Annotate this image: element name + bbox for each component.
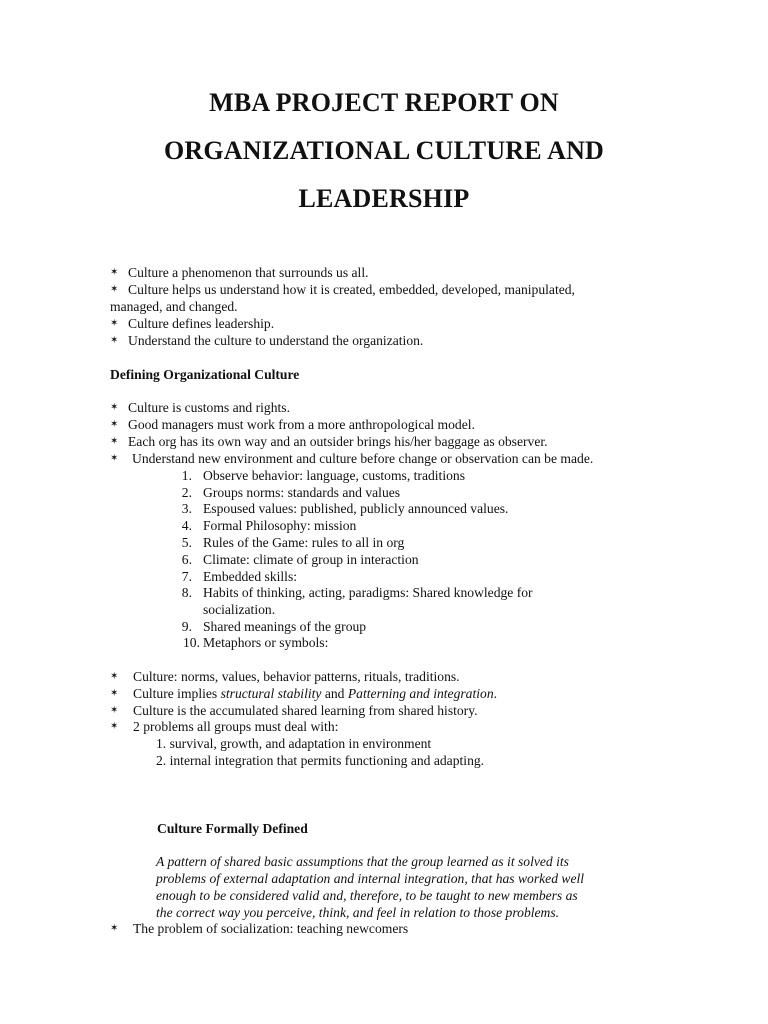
- list-number: 7.: [181, 569, 192, 584]
- title-line-2: ORGANIZATIONAL CULTURE AND: [163, 136, 605, 165]
- s3-bullet-1: The problem of socialization: teaching newcomers: [133, 921, 409, 936]
- list-number: 5.: [181, 535, 192, 550]
- list-number: 3.: [181, 501, 192, 516]
- section-heading-formal: Culture Formally Defined: [157, 821, 308, 836]
- list-item: Formal Philosophy: mission: [203, 518, 357, 533]
- s2-bullet-1: Culture: norms, values, behavior patterns, rituals, traditions.: [133, 669, 460, 684]
- italic-term: Patterning and integration: [347, 686, 494, 701]
- s1-bullet-1: Culture is customs and rights.: [128, 400, 290, 415]
- bullet-icon: [110, 920, 118, 937]
- list-item: Embedded skills:: [203, 569, 298, 584]
- text-run: .: [493, 686, 498, 701]
- list-number: 9.: [181, 619, 192, 634]
- bullet-icon: [110, 433, 118, 450]
- list-number: 1.: [181, 468, 192, 483]
- list-number: 4.: [181, 518, 192, 533]
- list-item-cont: socialization.: [203, 602, 276, 617]
- list-item: Climate: climate of group in interaction: [203, 552, 419, 567]
- intro-bullet-1: Culture a phenomenon that surrounds us all.: [128, 265, 369, 280]
- bullet-icon: [110, 718, 118, 735]
- list-item: Espoused values: published, publicly announced values.: [203, 501, 509, 516]
- list-number: 10.: [183, 635, 200, 650]
- bullet-icon: [110, 668, 118, 685]
- definition-quote-line: enough to be considered valid and, therefore, to be taught to new members as: [156, 888, 578, 903]
- s2-sub-2: 2. internal integration that permits functioning and adapting.: [156, 753, 485, 768]
- text-run: and: [321, 686, 348, 701]
- bullet-icon: [110, 264, 118, 281]
- title-line-3: LEADERSHIP: [298, 184, 470, 213]
- s2-bullet-3: Culture is the accumulated shared learning from shared history.: [133, 703, 478, 718]
- intro-bullet-2-cont: managed, and changed.: [110, 299, 238, 314]
- list-item: Groups norms: standards and values: [203, 485, 401, 500]
- s2-bullet-2: [133, 685, 497, 702]
- list-item: Metaphors or symbols:: [203, 635, 329, 650]
- italic-term: structural stability: [220, 686, 322, 701]
- title-line-1: MBA PROJECT REPORT ON: [209, 88, 559, 117]
- text-run: Culture implies: [133, 686, 221, 701]
- list-item: Habits of thinking, acting, paradigms: Shared knowledge for: [203, 585, 533, 600]
- definition-quote-line: A pattern of shared basic assumptions that the group learned as it solved its: [156, 854, 569, 869]
- s2-sub-1: 1. survival, growth, and adaptation in environment: [156, 736, 432, 751]
- bullet-icon: [110, 399, 118, 416]
- definition-quote-line: problems of external adaptation and internal integration, that has worked well: [156, 871, 585, 886]
- definition-quote-line: the correct way you perceive, think, and feel in relation to those problems.: [156, 905, 560, 920]
- bullet-icon: [110, 281, 118, 298]
- bullet-icon: [110, 315, 118, 332]
- s1-bullet-4: Understand new environment and culture before change or observation can be made.: [132, 451, 594, 466]
- s2-bullet-4: 2 problems all groups must deal with:: [133, 719, 339, 734]
- bullet-icon: [110, 416, 118, 433]
- bullet-icon: [110, 450, 118, 467]
- list-number: 2.: [181, 485, 192, 500]
- bullet-icon: [110, 685, 118, 702]
- list-item: Rules of the Game: rules to all in org: [203, 535, 405, 550]
- s1-bullet-2: Good managers must work from a more anthropological model.: [128, 417, 475, 432]
- bullet-icon: [110, 332, 118, 349]
- bullet-icon: [110, 702, 118, 719]
- intro-bullet-3: Culture defines leadership.: [128, 316, 275, 331]
- s1-bullet-3: Each org has its own way and an outsider brings his/her baggage as observer.: [128, 434, 548, 449]
- list-item: Shared meanings of the group: [203, 619, 367, 634]
- intro-bullet-2: Culture helps us understand how it is created, embedded, developed, manipulated,: [128, 282, 575, 297]
- intro-bullet-4: Understand the culture to understand the organization.: [128, 333, 424, 348]
- list-number: 8.: [181, 585, 192, 600]
- list-item: Observe behavior: language, customs, traditions: [203, 468, 465, 483]
- section-heading-defining: Defining Organizational Culture: [110, 367, 300, 382]
- list-number: 6.: [181, 552, 192, 567]
